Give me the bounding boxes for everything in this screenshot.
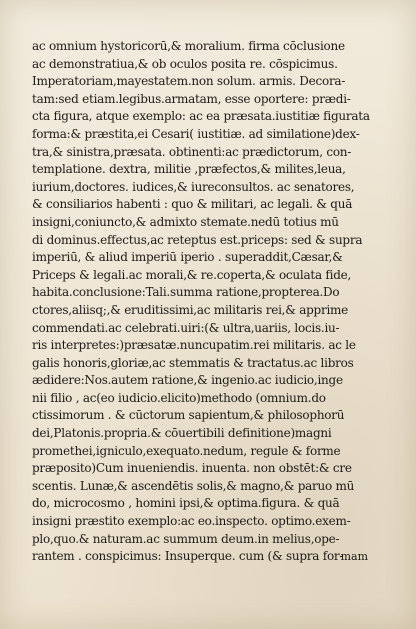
- text-line: insigni præstito exemplo:ac eo.inspecto. optimo.exem-: [32, 514, 351, 529]
- text-line: nii filio , ac(eo iudicio.elicito)methodo (omnium.do: [32, 390, 326, 405]
- text-line: rantem . conspicimus: Insuperque. cum (& supra for-: [32, 549, 344, 564]
- text-line: commendati.ac celebrati.uiri:(& ultra,uariis, locis.iu-: [32, 320, 340, 335]
- text-line: do, microcosmo , homini ipsi,& optima.figura. & quā: [32, 496, 340, 511]
- text-line: tam:sed etiam.legibus.armatam, esse oportere: prædi-: [32, 91, 351, 106]
- text-line: iurium,doctores. iudices,& iureconsultos. ac senatores,: [32, 179, 355, 194]
- catchword: mam: [340, 550, 368, 563]
- text-line: Imperatoriam,mayestatem.non solum. armis. Decora-: [32, 74, 346, 89]
- text-line: ac demonstratiua,& ob oculos posita re. cōspicimus.: [32, 56, 338, 71]
- text-line: imperiū, & aliud imperiū iperio . superaddit,Cæsar,&: [32, 250, 343, 265]
- text-line: di dominus.effectus,ac reteptus est.priceps: sed & supra: [32, 232, 363, 247]
- text-line: ctores,aliisq;,& eruditissimi,ac militaris rei,& apprime: [32, 302, 349, 317]
- text-line: Priceps & legali.ac morali,& re.coperta,& oculata fide,: [32, 267, 352, 282]
- text-line: ris interpretes:)præsatæ.nuncupatim.rei militaris. ac le: [32, 338, 356, 353]
- text-line: habita.conclusione:Tali.summa ratione,propterea.Do: [32, 285, 340, 300]
- text-line: & consiliarios habenti : quo & militari, ac legali. & quā: [32, 197, 353, 212]
- text-line: templatione. dextra, militie ,præfectos,& milites,leua,: [32, 162, 346, 177]
- text-block: [32, 38, 384, 566]
- text-line: dei,Platonis.propria.& cōuertibili definitione)magni: [32, 426, 332, 441]
- text-line: ædidere:Nos.autem ratione,& ingenio.ac iudicio,inge: [32, 373, 343, 388]
- text-line: plo,quo.& naturam.ac summum deum.in melius,ope-: [32, 531, 340, 546]
- text-line: promethei,igniculo,exequato.nedum, regule & forme: [32, 443, 341, 458]
- text-line: præposito)Cum inueniendis. inuenta. non obstēt:& cre: [32, 461, 352, 476]
- text-line: galis honoris,gloriæ,ac stemmatis & tractatus.ac libros: [32, 355, 354, 370]
- text-line: cta figura, atque exemplo: ac ea præsata.iustitiæ figurata: [32, 109, 370, 124]
- text-line: scentis. Lunæ,& ascendētis solis,& magno,& paruo mū: [32, 478, 355, 493]
- text-line: tra,& sinistra,præsata. obtinenti:ac prædictorum, con-: [32, 144, 352, 159]
- text-line: forma:& præstita,ei Cesari( iustitiæ. ad similatione)dex-: [32, 126, 360, 141]
- text-line: ac omnium hystoricorū,& moralium. firma cōclusione: [32, 39, 345, 53]
- text-line: insigni,coniuncto,& admixto stemate.nedū totius mū: [32, 214, 339, 229]
- text-line: ctissimorum . & cūctorum sapientum,& philosophorū: [32, 408, 345, 423]
